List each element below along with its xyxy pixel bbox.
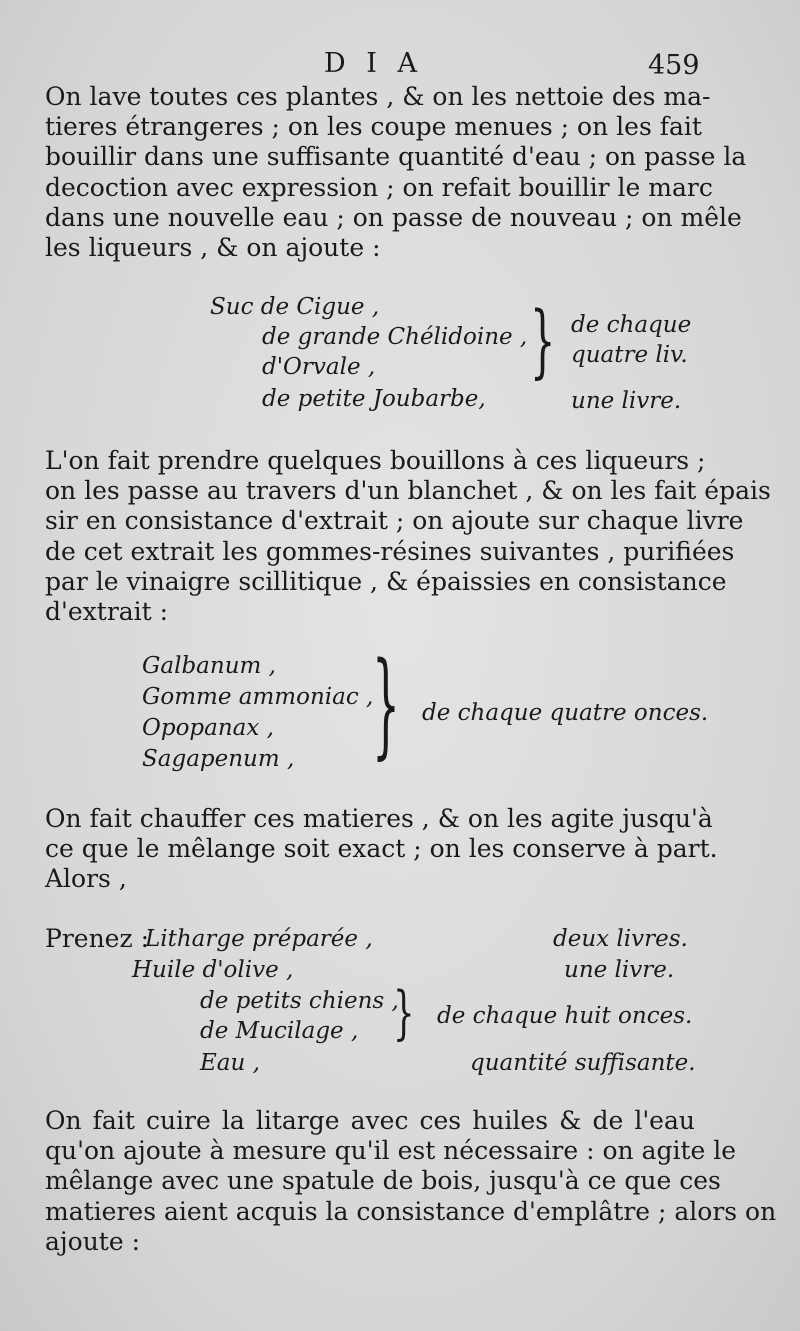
paragraph-1	[45, 82, 747, 263]
ingredient-item: Suc de Cigue ,	[210, 294, 380, 320]
prenez-label: Prenez :	[45, 924, 150, 953]
ingredient-item: Sagapenum ,	[142, 746, 295, 772]
text-line: decoction avec expression ; on refait bouillir le marc	[45, 172, 713, 202]
text-line: mêlange avec une spatule de bois, jusqu'à ce que ces	[45, 1166, 721, 1196]
quantity-text: quatre liv.	[571, 342, 688, 368]
text-line: tieres étrangeres ; on les coupe menues ; on les fait	[45, 112, 702, 142]
text-line: ajoute :	[45, 1226, 141, 1256]
text-line: On fait cuire la litarge avec ces huiles & de l'eau	[45, 1106, 695, 1135]
ingredient-item: d'Orvale ,	[262, 354, 376, 380]
ingredient-item: Litharge préparée ,	[145, 926, 373, 952]
curly-brace-icon: }	[530, 296, 556, 388]
text-line: ce que le mêlange soit exact ; on les conserve à part.	[45, 834, 718, 864]
ingredient-item: Eau ,	[200, 1050, 260, 1076]
text-line: matieres aient acquis la consistance d'emplâtre ; alors on	[45, 1196, 777, 1226]
text-line: L'on fait prendre quelques bouillons à ces liqueurs ;	[45, 446, 706, 475]
running-head: D I A	[324, 48, 423, 79]
quantity-text: une livre.	[571, 388, 682, 414]
text-line: qu'on ajoute à mesure qu'il est nécessaire : on agite le	[45, 1136, 737, 1166]
text-line: sir en consistance d'extrait ; on ajoute sur chaque livre	[45, 506, 744, 536]
page-number: 459	[648, 50, 700, 81]
text-line: On lave toutes ces plantes , & on les nettoie des ma-	[45, 82, 711, 111]
ingredient-item: Gomme ammoniac ,	[142, 684, 374, 710]
text-line: Alors ,	[45, 864, 127, 894]
paragraph-2	[45, 446, 771, 627]
quantity-text: quantité suffisante.	[470, 1050, 696, 1076]
ingredient-item: de Mucilage ,	[200, 1018, 359, 1044]
ingredient-item: de grande Chélidoine ,	[262, 324, 528, 350]
ingredient-item: de petite Joubarbe,	[262, 386, 486, 412]
quantity-text: une livre.	[564, 957, 675, 983]
ingredient-item: de petits chiens ,	[200, 988, 399, 1014]
text-line: de cet extrait les gommes-résines suivantes , purifiées	[45, 536, 735, 566]
curly-brace-icon: }	[372, 639, 400, 773]
ingredient-item: Opopanax ,	[142, 715, 274, 741]
text-line: on les passe au travers d'un blanchet , & on les fait épais	[45, 476, 771, 506]
quantity-text: de chaque huit onces.	[437, 1003, 693, 1029]
ingredient-item: Galbanum ,	[142, 653, 276, 679]
paragraph-4	[45, 1106, 777, 1257]
quantity-text: de chaque quatre onces.	[422, 700, 709, 726]
text-line: On fait chauffer ces matieres , & on les agite jusqu'à	[45, 804, 713, 833]
ingredient-item: Huile d'olive ,	[132, 957, 294, 983]
text-line: bouillir dans une suffisante quantité d'eau ; on passe la	[45, 142, 747, 172]
quantity-text: de chaque	[571, 312, 692, 338]
curly-brace-icon: }	[393, 979, 415, 1048]
text-line: par le vinaigre scillitique , & épaissies en consistance	[45, 566, 727, 596]
quantity-text: deux livres.	[553, 926, 688, 952]
text-line: dans une nouvelle eau ; on passe de nouveau ; on mêle	[45, 202, 742, 232]
text-line: d'extrait :	[45, 597, 169, 627]
text-line: les liqueurs , & on ajoute :	[45, 233, 381, 263]
paragraph-3	[45, 804, 718, 895]
